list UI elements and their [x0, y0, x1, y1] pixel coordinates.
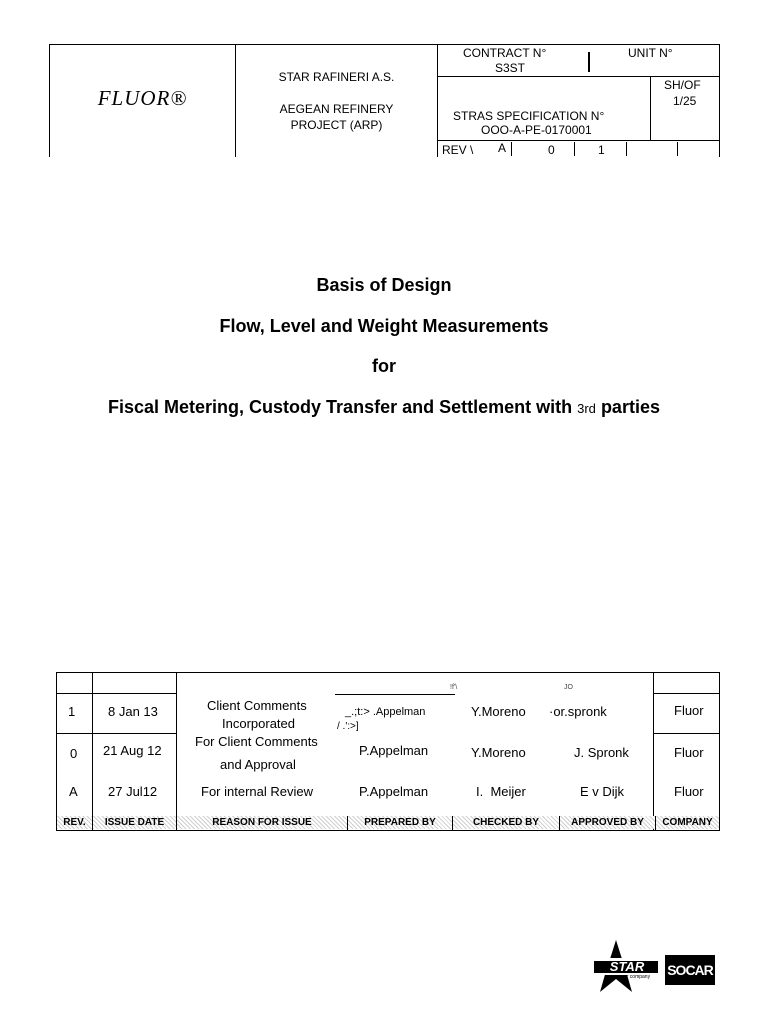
reason-cell: For Client Comments	[195, 734, 318, 749]
table-left-border	[56, 672, 57, 830]
date-cell: 21 Aug 12	[103, 743, 162, 758]
footer-checked: CHECKED BY	[453, 816, 559, 829]
star-logo-text: STAR	[609, 959, 645, 974]
date-cell: 27 Jul12	[108, 784, 158, 799]
doc-title-line-1: Basis of Design	[316, 275, 452, 295]
sheet-label: SH/OF	[664, 78, 701, 92]
star-logo	[582, 940, 660, 996]
header-mark-1: !f'\	[450, 684, 458, 691]
header-row-border-1	[437, 76, 720, 77]
footer-prepared: PREPARED BY	[348, 816, 452, 829]
row-divider-1-right	[653, 733, 720, 734]
header-top-border	[49, 44, 720, 45]
table-top-border	[56, 672, 720, 673]
rev-cell: A	[69, 784, 78, 799]
rev-value-0: 0	[548, 143, 555, 157]
rev-tick-2	[574, 142, 575, 156]
spec-label: STRAS SPECIFICATION N°	[453, 109, 605, 123]
company-name: STAR RAFINERI A.S.	[278, 70, 395, 84]
company-cell: Fluor	[674, 703, 704, 718]
footer-issue-date: ISSUE DATE	[93, 816, 176, 829]
header-mark-2: JO	[564, 684, 573, 691]
company-cell: Fluor	[674, 745, 704, 760]
table-header-rule-mid	[335, 694, 455, 695]
rev-value-a: A	[498, 141, 507, 155]
footer-divider	[452, 816, 453, 830]
reason-cell-2: Incorporated	[222, 716, 295, 731]
approved-cell: E v Dijk	[580, 784, 625, 799]
date-cell: 8 Jan 13	[108, 704, 158, 719]
col-divider-company	[653, 672, 654, 830]
rev-tick-1	[511, 142, 512, 156]
prepared-cell-2: / .':>]	[337, 721, 359, 732]
table-header-rule-right	[653, 693, 720, 694]
reason-cell: For internal Review	[201, 784, 313, 799]
table-bottom-border	[56, 830, 720, 831]
header-divider-1	[235, 44, 236, 157]
socar-logo: SOCAR	[665, 955, 715, 985]
star-logo-subtext: a socar company	[612, 974, 651, 980]
spec-value: OOO-A-PE-0170001	[481, 123, 592, 137]
footer-reason: REASON FOR ISSUE	[177, 816, 347, 829]
prepared-cell: P.Appelman	[359, 743, 429, 758]
title-end-text: parties	[600, 397, 660, 417]
header-row-border-2	[437, 140, 720, 141]
footer-divider	[559, 816, 560, 830]
doc-title-line-2: Flow, Level and Weight Measurements	[219, 316, 549, 336]
checked-cell: Y.Moreno	[471, 704, 526, 719]
rev-label: REV \	[442, 143, 474, 157]
title-superscript: 3rd	[577, 401, 596, 416]
rev-cell: 1	[68, 704, 76, 719]
fluor-logo: FLUOR®	[97, 86, 188, 110]
title-main-text: Fiscal Metering, Custody Transfer and Settlement with	[108, 397, 573, 417]
project-line-2: PROJECT (ARP)	[290, 118, 383, 132]
company-cell: Fluor	[674, 784, 704, 799]
doc-title-line-3: for	[372, 356, 396, 376]
unit-label: UNIT N°	[628, 46, 673, 60]
contract-label: CONTRACT N°	[463, 46, 547, 60]
footer-rev: REV.	[57, 816, 92, 829]
doc-title-line-4	[0, 397, 768, 418]
prepared-cell: P.Appelman	[359, 784, 429, 799]
rev-value-1: 1	[598, 143, 605, 157]
rev-tick-4	[677, 142, 678, 156]
checked-cell: I. Meijer	[476, 784, 526, 799]
reason-cell: Client Comments	[207, 698, 307, 713]
footer-divider	[92, 816, 93, 830]
rev-tick-3	[626, 142, 627, 156]
header-contract-divider	[588, 52, 590, 72]
contract-value: S3ST	[495, 61, 526, 75]
prepared-cell: _.;t:> .Appelman	[345, 706, 426, 718]
row-divider-1	[56, 733, 176, 734]
footer-divider	[347, 816, 348, 830]
project-line-1: AEGEAN REFINERY	[279, 102, 394, 116]
header-sheet-divider	[650, 76, 651, 140]
approved-cell: J. Spronk	[574, 745, 629, 760]
reason-cell-2: and Approval	[220, 757, 296, 772]
footer-approved: APPROVED BY	[560, 816, 655, 829]
rev-cell: 0	[70, 746, 78, 761]
col-divider-rev	[92, 672, 93, 830]
sheet-value: 1/25	[673, 94, 697, 108]
col-divider-date	[176, 672, 177, 830]
approved-cell: ·or.spronk	[549, 704, 607, 719]
footer-company: COMPANY	[656, 816, 719, 829]
table-right-border	[719, 672, 720, 830]
table-header-rule-left	[56, 693, 176, 694]
footer-divider	[655, 816, 656, 830]
checked-cell: Y.Moreno	[471, 745, 526, 760]
